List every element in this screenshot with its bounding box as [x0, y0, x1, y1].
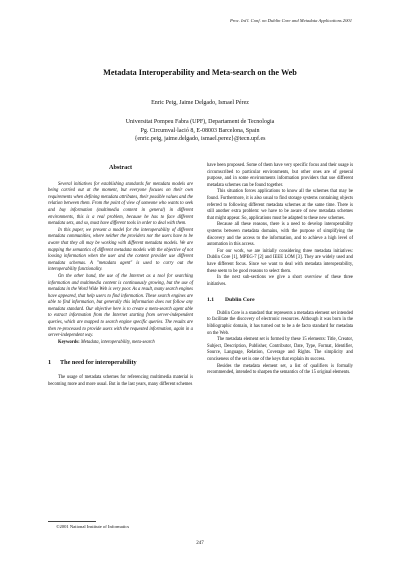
email-line: {enric.peig, jaime.delgado, ismael.perez}@tecn.upf.es [134, 136, 266, 143]
affiliation-line: Pg. Circumval·lació 8, E-08003 Barcelona, Spain [140, 127, 260, 134]
abstract-heading: Abstract [108, 164, 133, 171]
keywords-text: Metadata, interoperability, meta-search [80, 339, 155, 345]
left-column [48, 163, 193, 388]
body-paragraph: Besides the metadata element set, a list of qualifiers is formally recommended, intended to sharpen the semantics of the 15 original elements. [207, 363, 353, 376]
footnote-rule [48, 521, 96, 522]
running-head: Proc. Int'l. Conf. on Dublin Core and Metadata Applications 2001 [229, 18, 352, 23]
subsection-title: Dublin Core [225, 297, 255, 304]
right-column [207, 163, 353, 377]
abstract-paragraph: On the other hand, the use of the Internet as a tool for searching information and multimedia content is continuously growing, but the use of metadata in the Word Wide Web is very poor. As a result, many search engines have appeared, that help users to find information. These search engines are able to find information, but generally this information does not follow any metadata standard. Our objective here is to create a meta-search agent able to extract information from the Internet starting from server-independent queries, which are mapped to search engine specific queries. The results are then re-processed to provide users with the requested information, again in a server-independent way. [48, 273, 193, 339]
section-title: The need for interoperability [60, 359, 137, 367]
affiliation-line: Universitat Pompeu Fabra (UPF), Departament de Tecnologia [125, 119, 275, 125]
section-heading [48, 360, 193, 367]
body-paragraph: For our work, we are initially considering three metadata initiatives: Dublin Core [1], MPEG-7 [2] and IEEE LOM [3]. They are widely used and have different focus. Since we want to deal with metadata interoperability, these seem to be good reasons to select them. [207, 248, 353, 274]
page-number: 247 [196, 541, 204, 546]
abstract-paragraph: Several initiatives for establishing standards for metadata models are being carried out at the moment, but everyone focuses on their own requirements when defining metadata attributes, their possible values and the relation between them. From the point of view of someone who wants to seek and buy information (multimedia content in general) in different environments, this is a real problem, because he has to face different metadata sets, and so, must have different tools in order to deal with them. [48, 181, 193, 227]
keywords-label: Keywords: [58, 339, 80, 345]
body-paragraph: have been proposed. Some of them have very specific focus and their usage is circumscribed to particular environments, but other ones are of general purpose, and in some environments information providers that use different metadata schemes can be found together. [207, 163, 353, 188]
authors: Enric Peig, Jaime Delgado, Ismael Pérez [151, 100, 249, 106]
section-number: 1 [48, 359, 52, 367]
subsection-heading [207, 297, 353, 304]
subsection-number: 1.1 [207, 297, 214, 304]
body-paragraph: The usage of metadata schemes for referencing multimedia material is becoming more and more usual. But in the last years, many different schemes [48, 375, 193, 387]
keywords [48, 340, 193, 347]
affiliation [0, 118, 400, 144]
body-paragraph: Dublin Core is a standard that represents a metadata element set intended to facilitate the discovery of electronic resources. Although it was born in the bibliographic domain, it has turned out to be a de facto standard for metadata on the Web. [207, 310, 353, 336]
body-paragraph: This situation forces applications to know all the schemes that may be found. Furthermore, it is also usual to find storage systems containing objects referred to following different metadata schemes at the same time. There is still another extra problem: we have to be aware of new metadata schemes that might appear. So, applications must be adapted to these new schemes. [207, 189, 353, 221]
abstract-paragraph: In this paper, we present a model for the interoperability of different metadata communities, where neither the providers nor the users have to be aware that they all may be working with different metadata models. We are mapping the semantics of different metadata models with the objective of not loosing information when the user and the content provider use different metadata schemas. A "metadata agent" is used to carry out the interoperability functionality. [48, 227, 193, 273]
abstract-body [48, 182, 193, 340]
body-paragraph: Because all these reasons, there is a need to develop interoperability systems between metadata domains, with the purpose of simplifying the discovery and the access to the information, and to achieve a high level of automation in this access. [207, 222, 353, 248]
copyright-footnote: ©2001 National Institute of Informatics [56, 524, 130, 529]
paper-title: Metadata Interoperability and Meta-search on the Web [103, 68, 297, 77]
body-paragraph: The metadata element set is formed by these 15 elements: Title, Creator, Subject, Description, Publisher, Contributor, Date, Type, Format, Identifier, Source, Language, Relation, Coverage and Rights. The simplicity and conciseness of the set is one of the keys that explain its success. [207, 337, 353, 363]
body-paragraph: In the next sub-sections we give a short overview of these three initiatives. [207, 275, 353, 287]
